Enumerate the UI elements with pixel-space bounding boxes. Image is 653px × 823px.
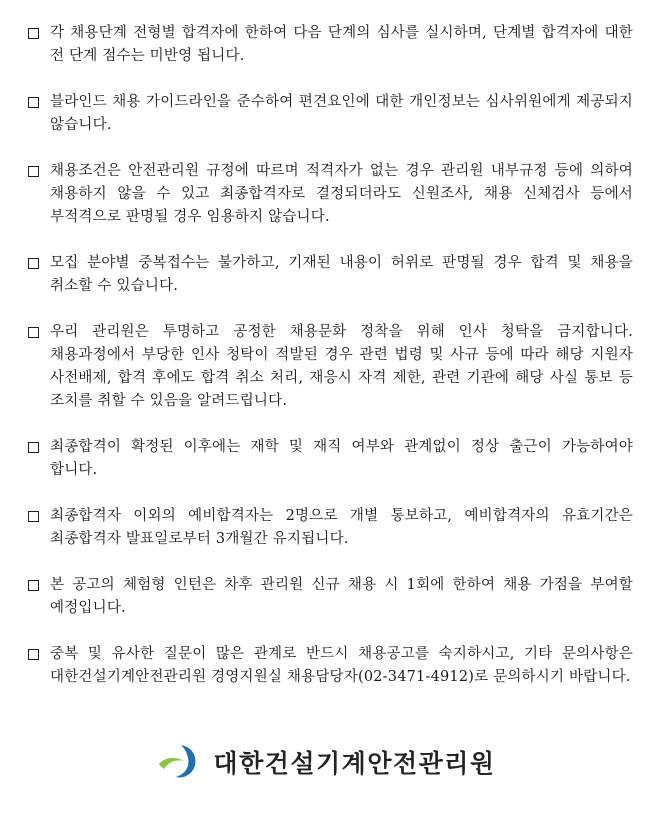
footer	[0, 738, 653, 786]
checkbox-icon	[28, 580, 39, 591]
organization-logo-icon	[157, 742, 199, 782]
notice-item	[28, 643, 633, 689]
notice-item	[28, 160, 633, 229]
notice-text: 최종합격자 이외의 예비합격자는 2명으로 개별 통보하고, 예비합격자의 유효기간은 최종합격자 발표일로부터 3개월간 유지됩니다.	[50, 508, 633, 547]
notice-item	[28, 321, 633, 413]
notice-text: 우리 관리원은 투명하고 공정한 채용문화 정착을 위해 인사 청탁을 금지합니다. 채용과정에서 부당한 인사 청탁이 적발된 경우 관련 법령 및 사규 등에 따라 해당 지원자 사전배제, 합격 후에도 합격 취소 처리, 재응시 자격 제한, 관련 기관에 해당 사실 통보 등 조치를 취할 수 있음을 알려드립니다.	[50, 324, 633, 409]
notice-item	[28, 505, 633, 551]
notice-text: 각 채용단계 전형별 합격자에 한하여 다음 단계의 심사를 실시하며, 단계별 합격자에 대한 전 단계 점수는 미반영 됩니다.	[50, 25, 633, 64]
notice-item	[28, 22, 633, 68]
notice-item	[28, 252, 633, 298]
organization-name: 대한건설기계안전관리원	[213, 749, 496, 778]
notice-text: 블라인드 채용 가이드라인을 준수하여 편견요인에 대한 개인정보는 심사위원에게 제공되지 않습니다.	[50, 94, 633, 133]
notice-text: 채용조건은 안전관리원 규정에 따르며 적격자가 없는 경우 관리원 내부규정 등에 의하여 채용하지 않을 수 있고 최종합격자로 결정되더라도 신원조사, 채용 신체검사 등에서 부적격으로 판명될 경우 임용하지 않습니다.	[50, 163, 633, 225]
checkbox-icon	[28, 327, 39, 338]
checkbox-icon	[28, 511, 39, 522]
checkbox-icon	[28, 166, 39, 177]
notice-item	[28, 574, 633, 620]
notice-item	[28, 436, 633, 482]
checkbox-icon	[28, 442, 39, 453]
notice-list	[28, 22, 633, 712]
notice-text: 본 공고의 체험형 인턴은 차후 관리원 신규 채용 시 1회에 한하여 채용 가점을 부여할 예정입니다.	[50, 577, 633, 616]
notice-text: 최종합격이 확정된 이후에는 재학 및 재직 여부와 관계없이 정상 출근이 가능하여야 합니다.	[50, 439, 633, 478]
checkbox-icon	[28, 28, 39, 39]
notice-text: 모집 분야별 중복접수는 불가하고, 기재된 내용이 허위로 판명될 경우 합격 및 채용을 취소할 수 있습니다.	[50, 255, 633, 294]
notice-item	[28, 91, 633, 137]
checkbox-icon	[28, 649, 39, 660]
notice-text: 중복 및 유사한 질문이 많은 관계로 반드시 채용공고를 숙지하시고, 기타 문의사항은 대한건설기계안전관리원 경영지원실 채용담당자(02-3471-4912)로 문의하시기 바랍니다.	[50, 646, 633, 685]
checkbox-icon	[28, 97, 39, 108]
checkbox-icon	[28, 258, 39, 269]
